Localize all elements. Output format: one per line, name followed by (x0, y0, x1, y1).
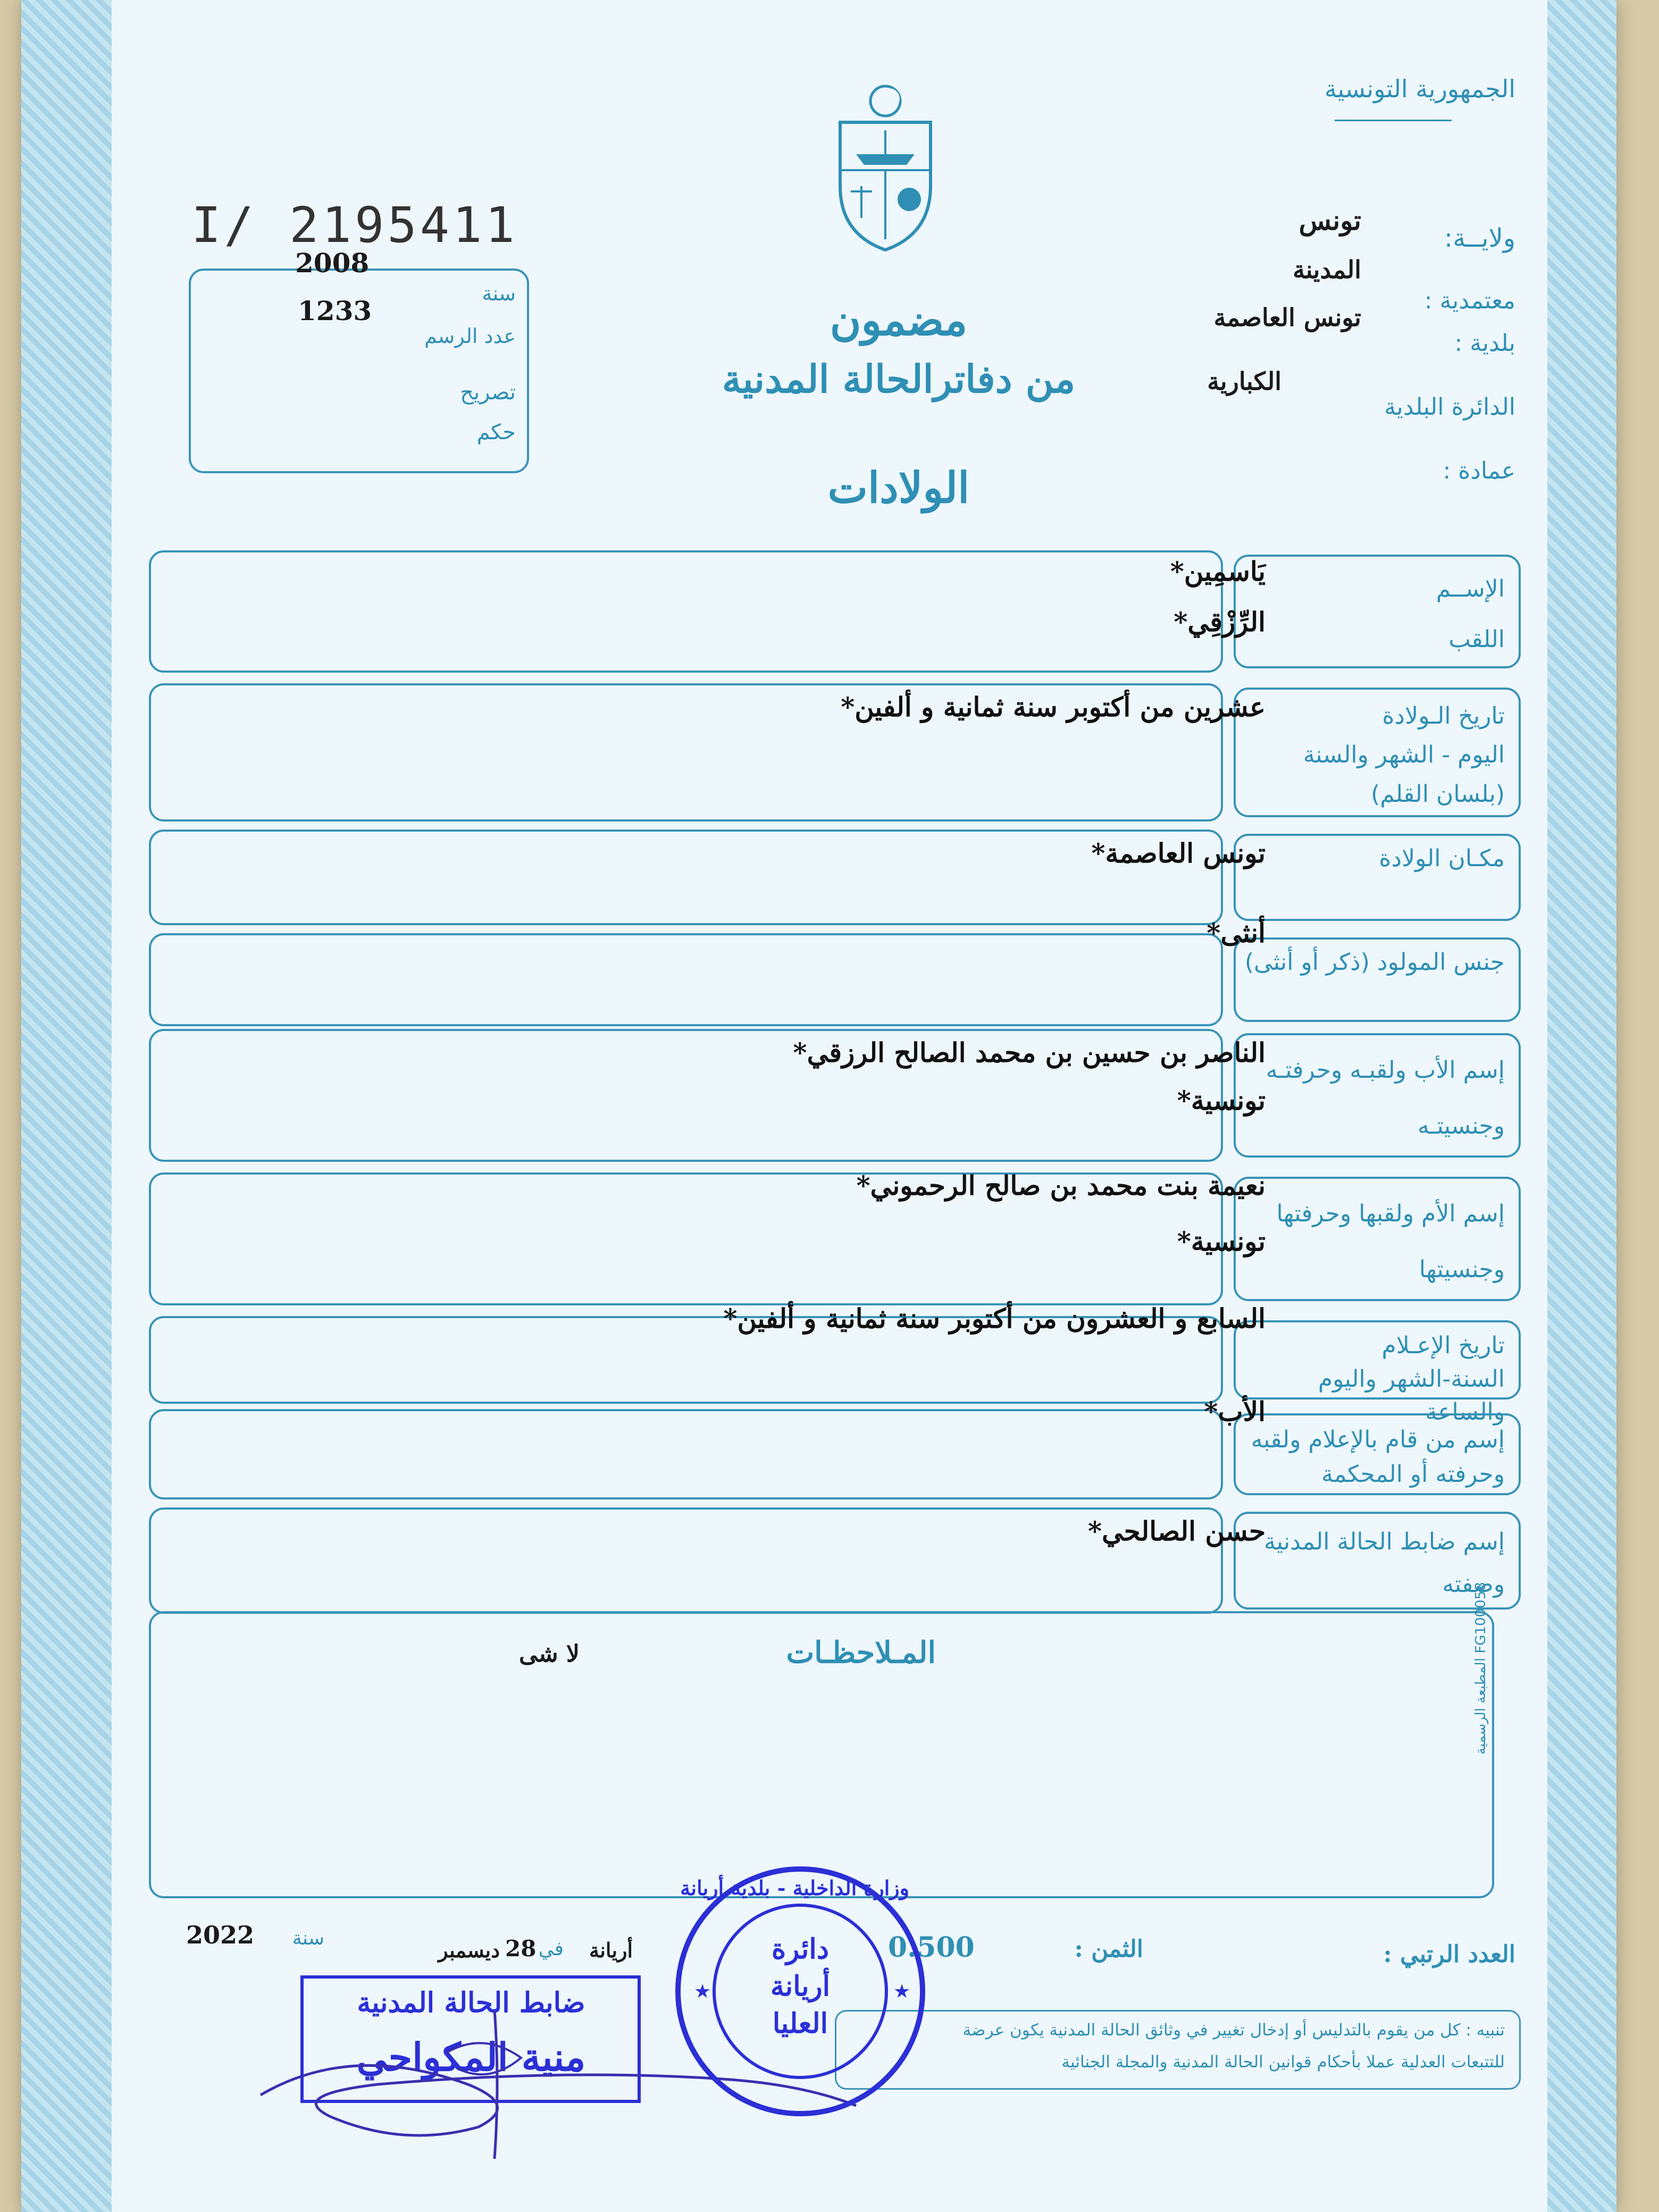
imada-label: عمادة : (1443, 457, 1515, 484)
place: أريانة (589, 1938, 633, 1962)
row-value-text: الرِّزْقِي* (1174, 606, 1266, 638)
record-year-value: 2008 (295, 247, 370, 279)
notes-value: لا شى (519, 1640, 580, 1668)
wilaya-value: تونس (1298, 205, 1361, 236)
row-label-line: وجنسيتها (1419, 1256, 1505, 1283)
title-line1: مضمون (830, 295, 968, 345)
row-value-text: نعيمة بنت محمد بن صالح الرحموني* (856, 1170, 1266, 1201)
round-stamp-outer-text: وزارة الداخلية - بلدية أريانة (680, 1876, 909, 1900)
warning-line2: للتتبعات العدلية عملا بأحكام قوانين الحالة المدنية والمجلة الجنائية (1061, 2052, 1505, 2072)
row-label-line: وحرفته أو المحكمة (1321, 1461, 1505, 1488)
row-label-line: تاريخ الإعـلام (1381, 1332, 1505, 1359)
row-label-line: تاريخ الـولادة (1382, 702, 1505, 730)
row-label-line: جنس المولود (ذكر أو أنثى) (1244, 949, 1505, 976)
section-title: الولادات (827, 463, 970, 513)
row-label (1244, 1422, 1505, 1492)
row-label (1244, 1521, 1505, 1606)
daira-value: الكبارية (1207, 367, 1281, 396)
month: ديسمبر (438, 1938, 500, 1962)
row-label-line: إسم ضابط الحالة المدنية (1264, 1528, 1505, 1555)
wilaya-label: ولايــة: (1444, 223, 1515, 253)
record-number-value: 1233 (298, 295, 372, 326)
row-label-line: وصفته (1442, 1571, 1505, 1598)
row-label-line: إسم الأم ولقبها وحرفتها (1276, 1200, 1505, 1227)
row-label (1244, 1186, 1505, 1297)
year-label: سنة (292, 1928, 324, 1949)
row-label-line: وجنسيتـه (1417, 1112, 1505, 1139)
star-icon: ★ (893, 1981, 911, 2002)
round-stamp-line3: العليا (772, 2007, 828, 2040)
notes-label: المـلاحظـات (786, 1635, 936, 1670)
row-label-line: اليوم - الشهر والسنة (1303, 741, 1505, 769)
row-value-text: حسن الصالحي* (1087, 1515, 1266, 1547)
row-label (1244, 564, 1505, 665)
row-value-text: تونسية* (1177, 1085, 1266, 1116)
warning-line1: تنبيه : كل من يقوم بالتدليس أو إدخال تغيير في وثائق الحالة المدنية يكون عرضة (962, 2021, 1505, 2040)
title-line2: من دفاترالحالة المدنية (722, 356, 1076, 401)
row-value-text: الناصر بن حسين بن محمد الصالح الرزقي* (793, 1037, 1266, 1068)
stamp-officer-name: منية المكواحي (356, 2034, 586, 2080)
record-number-label: عدد الرسم (424, 324, 516, 348)
row-value-text: الأب* (1204, 1396, 1266, 1427)
serial-label: العدد الرتبي : (1383, 1941, 1515, 1968)
record-year-label: سنة (482, 282, 516, 305)
star-icon: ★ (694, 1981, 711, 2002)
mutamadia-label: معتمدية : (1424, 287, 1515, 314)
round-official-stamp (675, 1866, 925, 2116)
republic-header: الجمهورية التونسية (1324, 74, 1515, 103)
row-label (1244, 697, 1505, 814)
side-print: المطبعة الرسمية FG100058 (1473, 1582, 1489, 1755)
year-value: 2022 (186, 1921, 255, 1949)
coat-of-arms-emblem (830, 80, 941, 255)
judgment-label: حكم (476, 420, 516, 445)
round-stamp-line2: أريانة (770, 1970, 831, 2002)
row-label-line: مكـان الولادة (1379, 845, 1505, 872)
round-stamp-line1: دائرة (771, 1933, 829, 1965)
day: 28 (505, 1936, 537, 1962)
row-value-text: تونسية* (1177, 1226, 1266, 1257)
row-label-line: إسم من قام بالإعلام ولقبه (1251, 1426, 1505, 1453)
serial-number: I/ 2195411 (191, 197, 518, 254)
row-value-text: السابع و العشرون من أكتوبر سنة ثمانية و ألفين* (723, 1303, 1266, 1334)
row-label-line: اللقب (1448, 626, 1505, 653)
paper (112, 0, 1547, 2212)
row-value-text: يَاسمِين* (1170, 556, 1266, 587)
baladia-label: بلدية : (1454, 330, 1515, 357)
price-value: 0.500 (888, 1931, 975, 1964)
row-label-line: إسم الأب ولقبـه وحرفتـه (1266, 1057, 1505, 1084)
header-divider (1335, 120, 1452, 121)
row-label (1244, 1042, 1505, 1154)
row-value-text: أنثى* (1206, 917, 1266, 949)
row-label (1244, 946, 1505, 978)
row-value-text: تونس العاصمة* (1091, 837, 1266, 869)
row-label-line: السنة-الشهر واليوم والساعة (1318, 1365, 1505, 1426)
row-value-text: عشرين من أكتوبر سنة ثمانية و ألفين* (841, 691, 1266, 723)
baladia-value: تونس العاصمة (1213, 303, 1361, 332)
price-label: الثمن : (1074, 1936, 1143, 1963)
mutamadia-value: المدينة (1293, 255, 1361, 284)
row-label-line: الإســم (1436, 575, 1505, 602)
row-label-line: (بلسان القلم) (1371, 780, 1505, 808)
in-label: في (538, 1938, 564, 1960)
declaration-label: تصريح (460, 380, 516, 405)
row-label (1244, 843, 1505, 875)
stamp-officer-title: ضابط الحالة المدنية (357, 1987, 585, 2019)
document-sheet (21, 0, 1616, 2212)
daira-label: الدائرة البلدية (1384, 393, 1515, 421)
